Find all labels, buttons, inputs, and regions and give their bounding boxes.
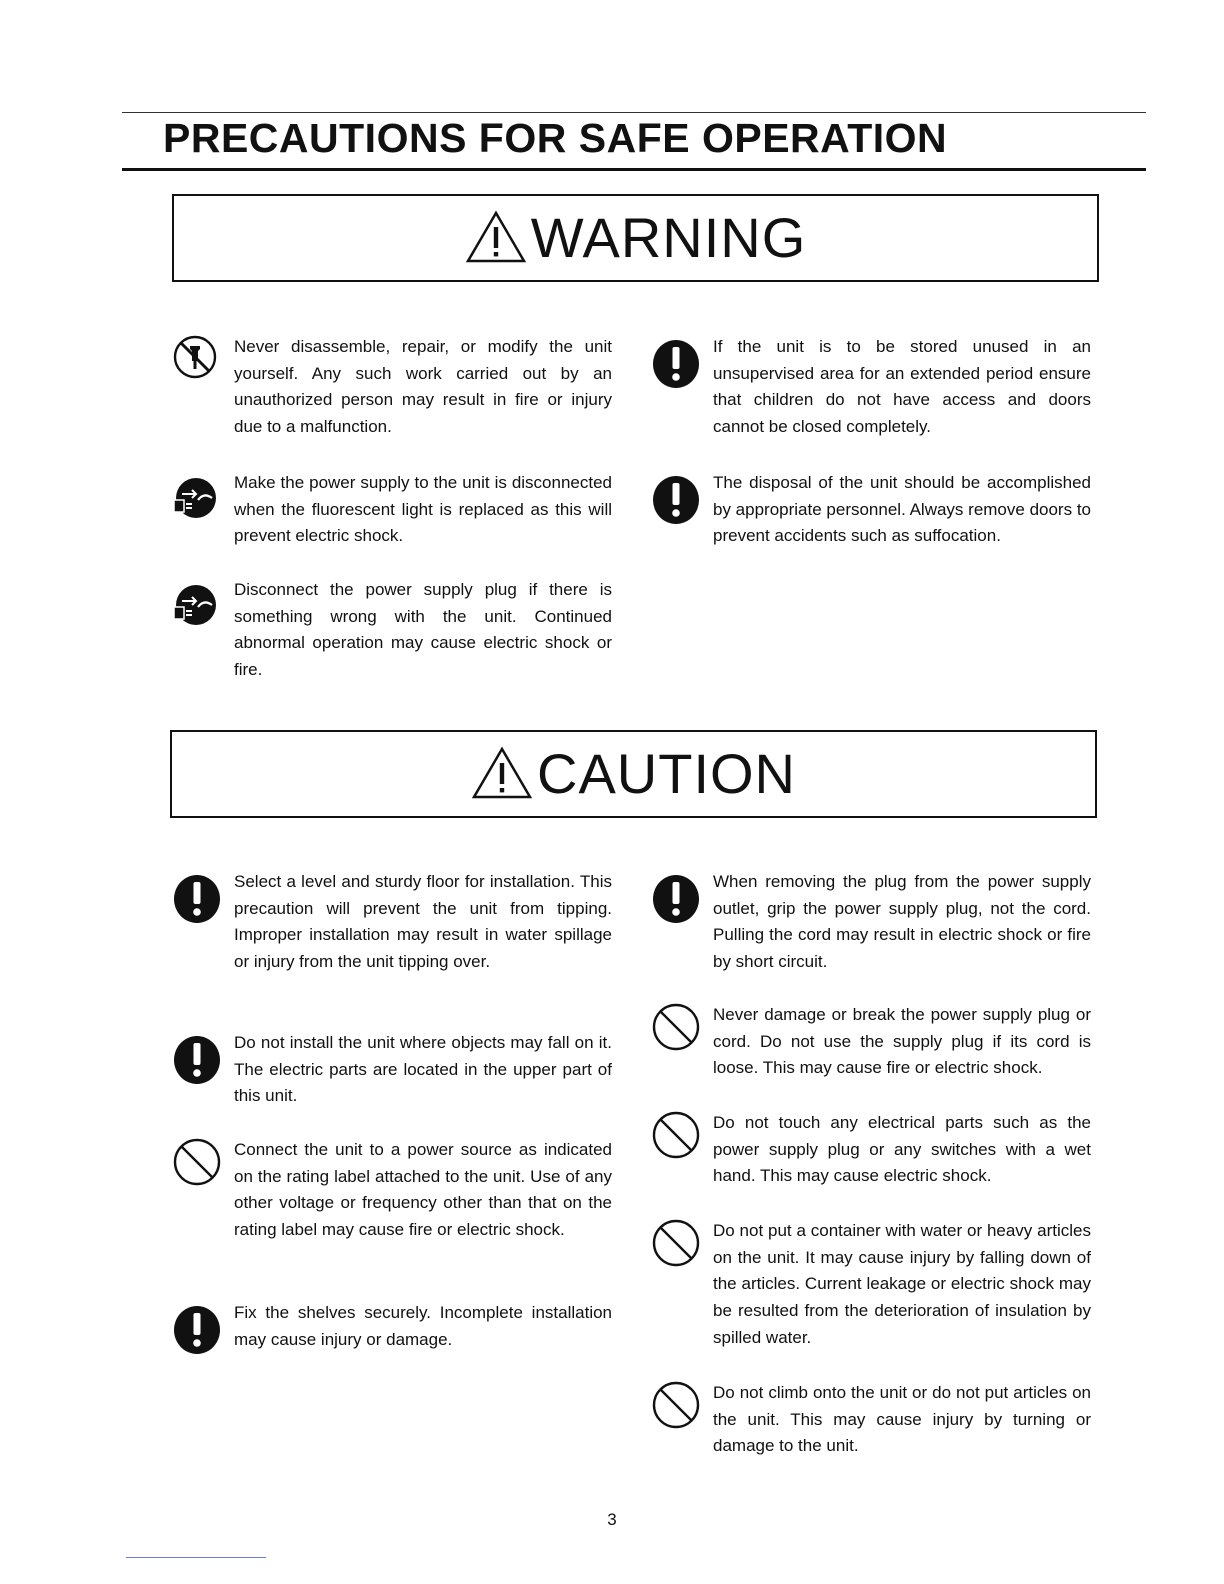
warning-item-5 [651, 470, 1171, 550]
warning-item-3 [172, 577, 692, 684]
caution-heading: CAUTION [537, 742, 796, 805]
no-disassembly-icon [172, 334, 234, 441]
caution-item-text: Fix the shelves securely. Incomplete installation may cause injury or damage. [234, 1303, 612, 1349]
caution-banner [170, 730, 1097, 818]
warning-triangle-icon [465, 210, 527, 264]
caution-item-4 [172, 1300, 692, 1356]
mandatory-exclamation-icon [172, 869, 234, 976]
warning-heading: WARNING [530, 206, 807, 269]
mandatory-exclamation-icon [651, 334, 713, 441]
caution-item-text: Do not install the unit where objects may fall on it. The electric parts are located in the upper part of this unit. [234, 1033, 612, 1106]
caution-item-7 [651, 1110, 1171, 1190]
caution-item-6 [651, 1002, 1171, 1082]
warning-item-text: Make the power supply to the unit is disconnected when the fluorescent light is replaced as this will prevent electric shock. [234, 473, 612, 546]
unplug-icon [172, 470, 234, 550]
page-title: PRECAUTIONS FOR SAFE OPERATION [163, 115, 948, 161]
page-number: 3 [607, 1510, 617, 1529]
caution-item-3 [172, 1137, 692, 1244]
mandatory-exclamation-icon [651, 869, 713, 976]
warning-item-text: The disposal of the unit should be accomplished by appropriate personnel. Always remove doors to prevent accidents such as suffocation. [713, 473, 1091, 546]
caution-item-text: Never damage or break the power supply plug or cord. Do not use the supply plug if its cord is loose. This may cause fire or electric shock. [713, 1005, 1091, 1078]
caution-item-text: Do not climb onto the unit or do not put articles on the unit. This may cause injury by turning or damage to the unit. [713, 1383, 1091, 1456]
warning-banner [172, 194, 1099, 282]
caution-item-text: Do not touch any electrical parts such as the power supply plug or any switches with a wet hand. This may cause electric shock. [713, 1113, 1091, 1186]
warning-item-text: Disconnect the power supply plug if there is something wrong with the unit. Continued abnormal operation may cause electric shock or fire. [234, 580, 612, 680]
caution-item-8 [651, 1218, 1171, 1352]
title-rule-bottom [122, 168, 1146, 171]
warning-item-1 [172, 334, 692, 441]
prohibition-icon [651, 1218, 713, 1352]
unplug-icon [172, 577, 234, 684]
prohibition-icon [651, 1380, 713, 1460]
caution-item-text: Connect the unit to a power source as indicated on the rating label attached to the unit. Use of any other voltage or frequency other than that on the rating label may cause fire or electric shock. [234, 1140, 612, 1240]
prohibition-icon [651, 1002, 713, 1082]
prohibition-icon [651, 1110, 713, 1190]
warning-triangle-icon [471, 746, 533, 800]
warning-item-4 [651, 334, 1171, 441]
caution-item-text: Select a level and sturdy floor for installation. This precaution will prevent the unit from tipping. Improper installation may result in water spillage or injury from the unit tipping over. [234, 872, 612, 972]
caution-item-text: Do not put a container with water or heavy articles on the unit. It may cause injury by falling down of the articles. Current leakage or electric shock may be resulted from the deterioration of insulation by spilled water. [713, 1221, 1091, 1347]
mandatory-exclamation-icon [172, 1300, 234, 1356]
caution-item-text: When removing the plug from the power supply outlet, grip the power supply plug, not the cord. Pulling the cord may result in electric shock or fire by short circuit. [713, 872, 1091, 972]
caution-item-9 [651, 1380, 1171, 1460]
footer-line [126, 1557, 266, 1558]
warning-item-2 [172, 470, 692, 550]
warning-item-text: Never disassemble, repair, or modify the unit yourself. Any such work carried out by an unauthorized person may result in fire or injury due to a malfunction. [234, 337, 612, 437]
warning-item-text: If the unit is to be stored unused in an unsupervised area for an extended period ensure that children do not have access and doors cannot be closed completely. [713, 337, 1091, 437]
caution-item-5 [651, 869, 1171, 976]
prohibition-icon [172, 1137, 234, 1244]
mandatory-exclamation-icon [651, 470, 713, 550]
caution-item-1 [172, 869, 692, 976]
mandatory-exclamation-icon [172, 1030, 234, 1110]
caution-item-2 [172, 1030, 692, 1110]
